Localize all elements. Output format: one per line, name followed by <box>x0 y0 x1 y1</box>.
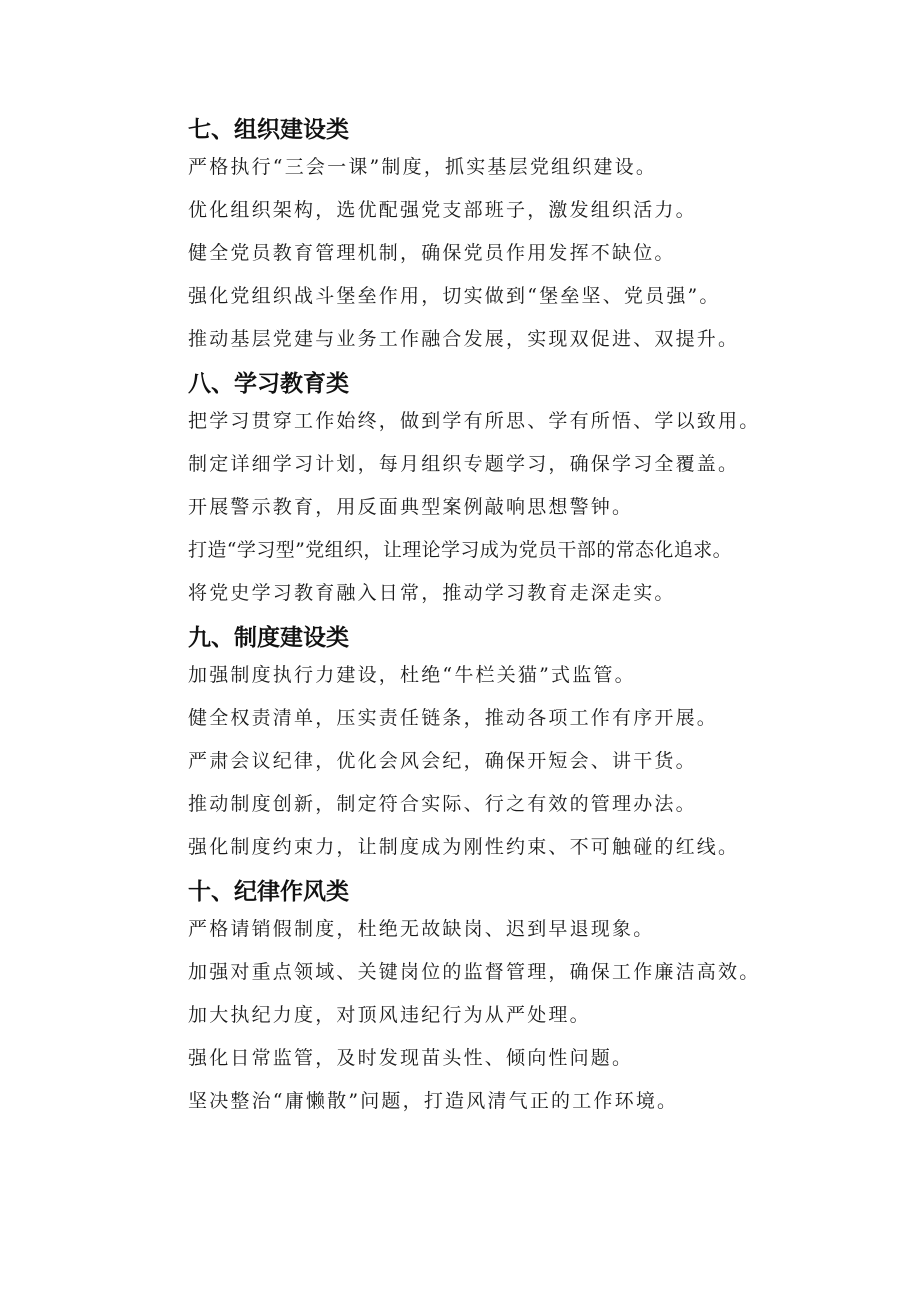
section-discipline <box>188 876 828 1128</box>
list-item: 健全党员教育管理机制，确保党员作用发挥不缺位。 <box>188 242 676 264</box>
section-title: 九、制度建设类 <box>188 625 349 651</box>
list-item: 推动基层党建与业务工作融合发展，实现双促进、双提升。 <box>188 328 740 350</box>
list-item: 制定详细学习计划，每月组织专题学习，确保学习全覆盖。 <box>188 453 740 475</box>
list-item: 强化日常监管，及时发现苗头性、倾向性问题。 <box>188 1047 634 1069</box>
list-item: 严格请销假制度，杜绝无故缺岗、迟到早退现象。 <box>188 918 655 940</box>
section-title: 八、学习教育类 <box>188 371 349 397</box>
list-item: 将党史学习教育融入日常，推动学习教育走深走实。 <box>188 582 676 604</box>
list-item: 坚决整治“庸懒散”问题，打造风清气正的工作环境。 <box>188 1090 679 1112</box>
list-item: 强化党组织战斗堡垒作用，切实做到“堡垒坚、党员强”。 <box>188 285 721 307</box>
list-item: 加强制度执行力建设，杜绝“牛栏关猫”式监管。 <box>188 664 636 686</box>
list-item: 健全权责清单，压实责任链条，推动各项工作有序开展。 <box>188 707 719 729</box>
list-item: 优化组织架构，选优配强党支部班子，激发组织活力。 <box>188 199 697 221</box>
section-system <box>188 622 828 874</box>
section-organization <box>188 114 828 366</box>
list-item: 强化制度约束力，让制度成为刚性约束、不可触碰的红线。 <box>188 836 740 858</box>
section-title: 十、纪律作风类 <box>188 879 349 905</box>
list-item: 开展警示教育，用反面典型案例敲响思想警钟。 <box>188 496 634 518</box>
section-study <box>188 368 828 620</box>
list-item: 严格执行“三会一课”制度，抓实基层党组织建设。 <box>188 156 658 178</box>
list-item: 推动制度创新，制定符合实际、行之有效的管理办法。 <box>188 793 697 815</box>
list-item: 把学习贯穿工作始终，做到学有所思、学有所悟、学以致用。 <box>188 410 761 432</box>
list-item: 打造“学习型”党组织，让理论学习成为党员干部的常态化追求。 <box>188 539 733 561</box>
document-body <box>188 114 828 1128</box>
list-item: 严肃会议纪律，优化会风会纪，确保开短会、讲干货。 <box>188 750 697 772</box>
list-item: 加大执纪力度，对顶风违纪行为从严处理。 <box>188 1004 591 1026</box>
list-item: 加强对重点领域、关键岗位的监督管理，确保工作廉洁高效。 <box>188 961 761 983</box>
section-title: 七、组织建设类 <box>188 117 349 143</box>
